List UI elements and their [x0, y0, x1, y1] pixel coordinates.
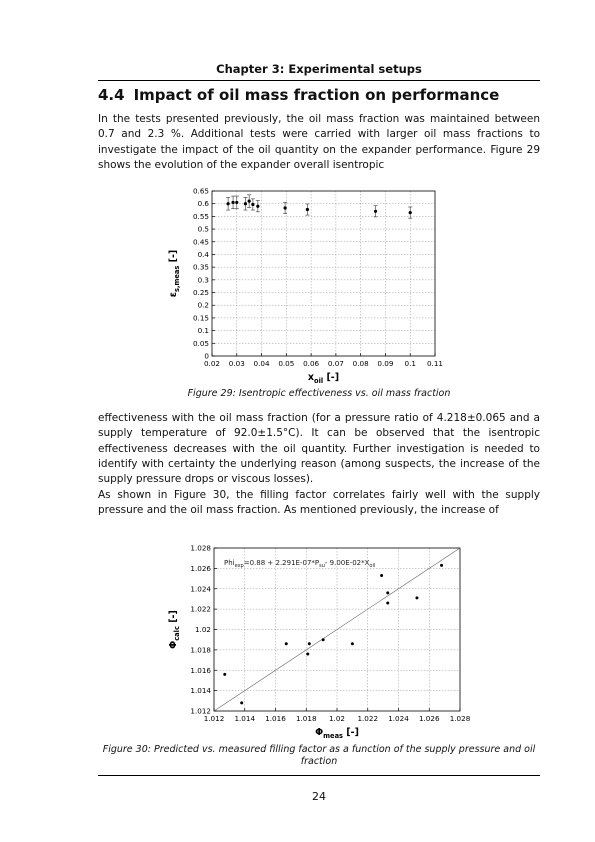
x-tick-label: 0.11 [426, 359, 444, 368]
data-point [248, 200, 251, 203]
paragraph-2: effectiveness with the oil mass fraction (for a pressure ratio of 4.218±0.065 and a supply temperature of 92.0±1.5°C). It can be observed that the isentropic effectiveness decreases with the oil quantity. Further investigation is needed to identify with certainty the underlying reason (among suspects, the increase of the supply pressure drops or viscous losses). [98, 412, 540, 486]
x-tick-label: 1.024 [388, 714, 409, 723]
x-tick-label: 0.03 [228, 359, 245, 368]
section-title: Impact of oil mass fraction on performance [133, 86, 500, 104]
y-axis-label: $\varepsilon_{s,meas}$ [-] [168, 249, 181, 298]
filling-factor-plot [168, 544, 471, 741]
data-point [308, 642, 311, 645]
y-tick-label: 0.55 [192, 211, 209, 221]
paragraph-3: As shown in Figure 30, the filling factor correlates fairly well with the supply pressure and the oil mass fraction. As mentioned previously, the increase of [98, 489, 540, 517]
y-tick-label: 0.5 [197, 224, 209, 234]
x-tick-label: 1.014 [234, 714, 256, 723]
footer-rule [98, 775, 540, 776]
x-tick-label: 0.08 [352, 359, 369, 368]
data-point [223, 673, 226, 676]
page-number: 24 [312, 790, 326, 803]
y-tick-label: 1.014 [190, 686, 211, 696]
data-point [380, 574, 383, 577]
x-axis-label: $x_{oil}$ [-] [307, 372, 340, 385]
y-tick-label: 0.1 [197, 326, 209, 336]
x-tick-label: 0.06 [303, 359, 320, 368]
y-tick-label: 0.3 [197, 275, 209, 285]
y-tick-label: 1.012 [190, 706, 211, 716]
x-tick-label: 1.012 [203, 714, 225, 723]
data-point [231, 201, 234, 204]
data-point [386, 602, 389, 605]
y-tick-label: 0.25 [192, 288, 209, 298]
data-point [440, 564, 443, 567]
x-tick-label: 0.05 [278, 359, 295, 368]
section-number: 4.4 [98, 86, 125, 104]
header-rule [98, 80, 540, 81]
y-tick-label: 1.026 [190, 563, 211, 573]
data-point [415, 596, 418, 599]
figure-30-caption: Figure 30: Predicted vs. measured filling factor as a function of the supply pressure and oil fraction [102, 744, 536, 767]
data-point [351, 642, 354, 645]
y-tick-label: 1.028 [190, 543, 211, 553]
data-point [283, 206, 286, 209]
y-tick-label: 0.05 [192, 338, 209, 348]
data-point [227, 202, 230, 205]
y-tick-label: 1.024 [190, 584, 211, 594]
y-tick-label: 0.4 [197, 249, 209, 259]
x-tick-label: 1.028 [449, 714, 471, 723]
x-tick-label: 0.07 [327, 359, 344, 368]
data-point [306, 652, 309, 655]
grid-lines [212, 191, 435, 356]
figure-30-chart [168, 540, 478, 744]
plot-frame [212, 191, 435, 356]
figure-29-caption: Figure 29: Isentropic effectiveness vs. oil mass fraction [187, 388, 451, 399]
y-tick-label: 0.2 [197, 300, 209, 310]
isentropic-effectiveness-plot [168, 187, 443, 386]
data-point [235, 201, 238, 204]
x-tick-label: 0.1 [404, 359, 416, 368]
data-point [374, 210, 377, 213]
data-point [409, 211, 412, 214]
data-point [306, 208, 309, 211]
section-heading [98, 86, 499, 104]
data-point [240, 701, 243, 704]
data-point [386, 591, 389, 594]
data-point [244, 202, 247, 205]
x-tick-label: 1.016 [265, 714, 286, 723]
y-tick-label: 1.018 [190, 645, 211, 655]
y-tick-label: 0.15 [192, 313, 209, 323]
x-tick-label: 1.022 [357, 714, 379, 723]
figure-29-chart [168, 183, 468, 388]
regression-annotation: $Phi_{exp}=0.88 + 2.291E-07*P_{su}-$ $9.00E-02*X_{oil}$ [224, 559, 376, 569]
x-tick-label: 1.026 [418, 714, 440, 723]
data-point [251, 203, 254, 206]
x-tick-label: 0.02 [203, 359, 221, 368]
y-tick-label: 0 [204, 351, 209, 361]
data-point [256, 205, 259, 208]
y-tick-label: 1.022 [190, 604, 211, 614]
y-tick-label: 0.45 [192, 237, 209, 247]
y-tick-label: 0.6 [197, 199, 209, 209]
data-point [322, 638, 325, 641]
x-tick-label: 0.04 [253, 359, 270, 368]
x-tick-label: 0.09 [377, 359, 394, 368]
running-header: Chapter 3: Experimental setups [216, 62, 422, 76]
x-tick-label: 1.02 [328, 714, 346, 723]
y-tick-label: 1.016 [190, 665, 211, 675]
x-tick-label: 1.018 [295, 714, 317, 723]
y-axis-label: $\Phi_{calc}$ [-] [168, 610, 181, 649]
y-tick-label: 0.65 [192, 186, 209, 196]
paragraph-1: In the tests presented previously, the oil mass fraction was maintained between 0.7 and 2.3 %. Additional tests were carried with larger oil mass fractions to investigate the impact of the oil quantity on the expander performance. Figure 29 shows the evolution of the expander overall isentropic [98, 113, 540, 171]
data-point [285, 642, 288, 645]
y-tick-label: 1.02 [194, 625, 211, 634]
y-tick-label: 0.35 [192, 262, 209, 272]
x-axis-label: $\Phi_{meas}$ [-] [315, 727, 359, 740]
